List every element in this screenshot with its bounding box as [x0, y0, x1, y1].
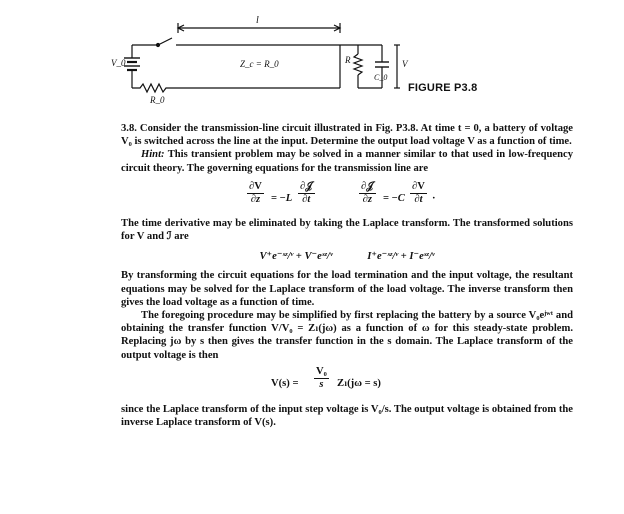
- source-resistor-label: R_0: [150, 95, 165, 105]
- hint-text: This transient problem may be solved in a manner similar to that used in low-frequency circuit theory. The governing equations for the transmission line are: [121, 149, 573, 174]
- circuit-figure: [0, 0, 624, 118]
- load-resistor-label: R: [345, 55, 351, 65]
- problem-body: [121, 122, 573, 429]
- output-voltage-equation: [121, 365, 573, 399]
- eq-dv-dt: $\frac{\partial V}{\partial t}$: [412, 180, 425, 205]
- governing-equations: $\frac{\partial V}{\partial z}$ = −L ∂𝒥 ∂t ∂𝒥 ∂z = −C $\frac{\partial V}{\partial t}$ ·: [249, 180, 436, 205]
- impedance-label: Z_c = R_0: [240, 59, 279, 69]
- source-voltage-label: V_0: [111, 58, 126, 68]
- foregoing-paragraph: The foregoing procedure may be simplified by first replacing the battery by a source V₀eʲʷᵗ and obtaining the transfer function V/V₀ = Zₗ(jω) as a function of ω for this steady-state problem. Replacing jω by s then gives the transfer function in the s domain. The Laplace transform of the output voltage is then: [121, 310, 573, 361]
- eq-fraction: [314, 366, 329, 391]
- length-label: l: [256, 15, 259, 26]
- figure-caption: FIGURE P3.8: [408, 82, 478, 94]
- eq-numerator: V₀: [316, 365, 327, 377]
- eq-di-dt: ∂𝒥 ∂t: [300, 180, 313, 205]
- transformed-solutions: [121, 250, 573, 263]
- eq-equals-minus-C: = −C: [383, 192, 405, 204]
- eq-equals-minus-L: = −L: [271, 192, 293, 204]
- solution-voltage: V⁺e⁻ˢᶻ/ᵛ + V⁻eˢᶻ/ᵛ: [259, 251, 333, 263]
- problem-intro: [121, 122, 573, 148]
- solution-current: I⁺e⁻ˢᶻ/ᵛ + I⁻eˢᶻ/ᵛ: [367, 251, 435, 263]
- laplace-paragraph: The time derivative may be eliminated by taking the Laplace transform. The transformed solutions for V and ℐ are: [121, 217, 573, 243]
- hint-label: Hint:: [141, 149, 165, 161]
- problem-number: 3.8.: [121, 123, 137, 134]
- eq-lhs: V(s) =: [271, 377, 299, 389]
- eq-denominator: s: [319, 378, 324, 390]
- output-voltage-label: V: [402, 59, 408, 69]
- final-paragraph: since the Laplace transform of the input step voltage is V₀/s. The output voltage is obtained from the inverse Laplace transform of V(s).: [121, 403, 573, 429]
- eq-dv-dz: $\frac{\partial V}{\partial z}$: [249, 180, 262, 205]
- problem-intro-text: Consider the transmission-line circuit illustrated in Fig. P3.8. At time t = 0, a battery of voltage V₀ is switched across the line at the input. Determine the output load voltage V as a function of time.: [121, 123, 573, 148]
- eq-rhs: Zₗ(jω = s): [337, 377, 381, 389]
- eq-di-dz: ∂𝒥 ∂z: [361, 180, 374, 205]
- load-capacitor-label: C_0: [374, 73, 388, 82]
- transform-paragraph: By transforming the circuit equations for the load termination and the input voltage, the resultant equations may be solved for the Laplace transform of the load voltage. The inverse transform then gives the load voltage as a function of time.: [121, 270, 573, 308]
- hint-paragraph: [121, 148, 573, 174]
